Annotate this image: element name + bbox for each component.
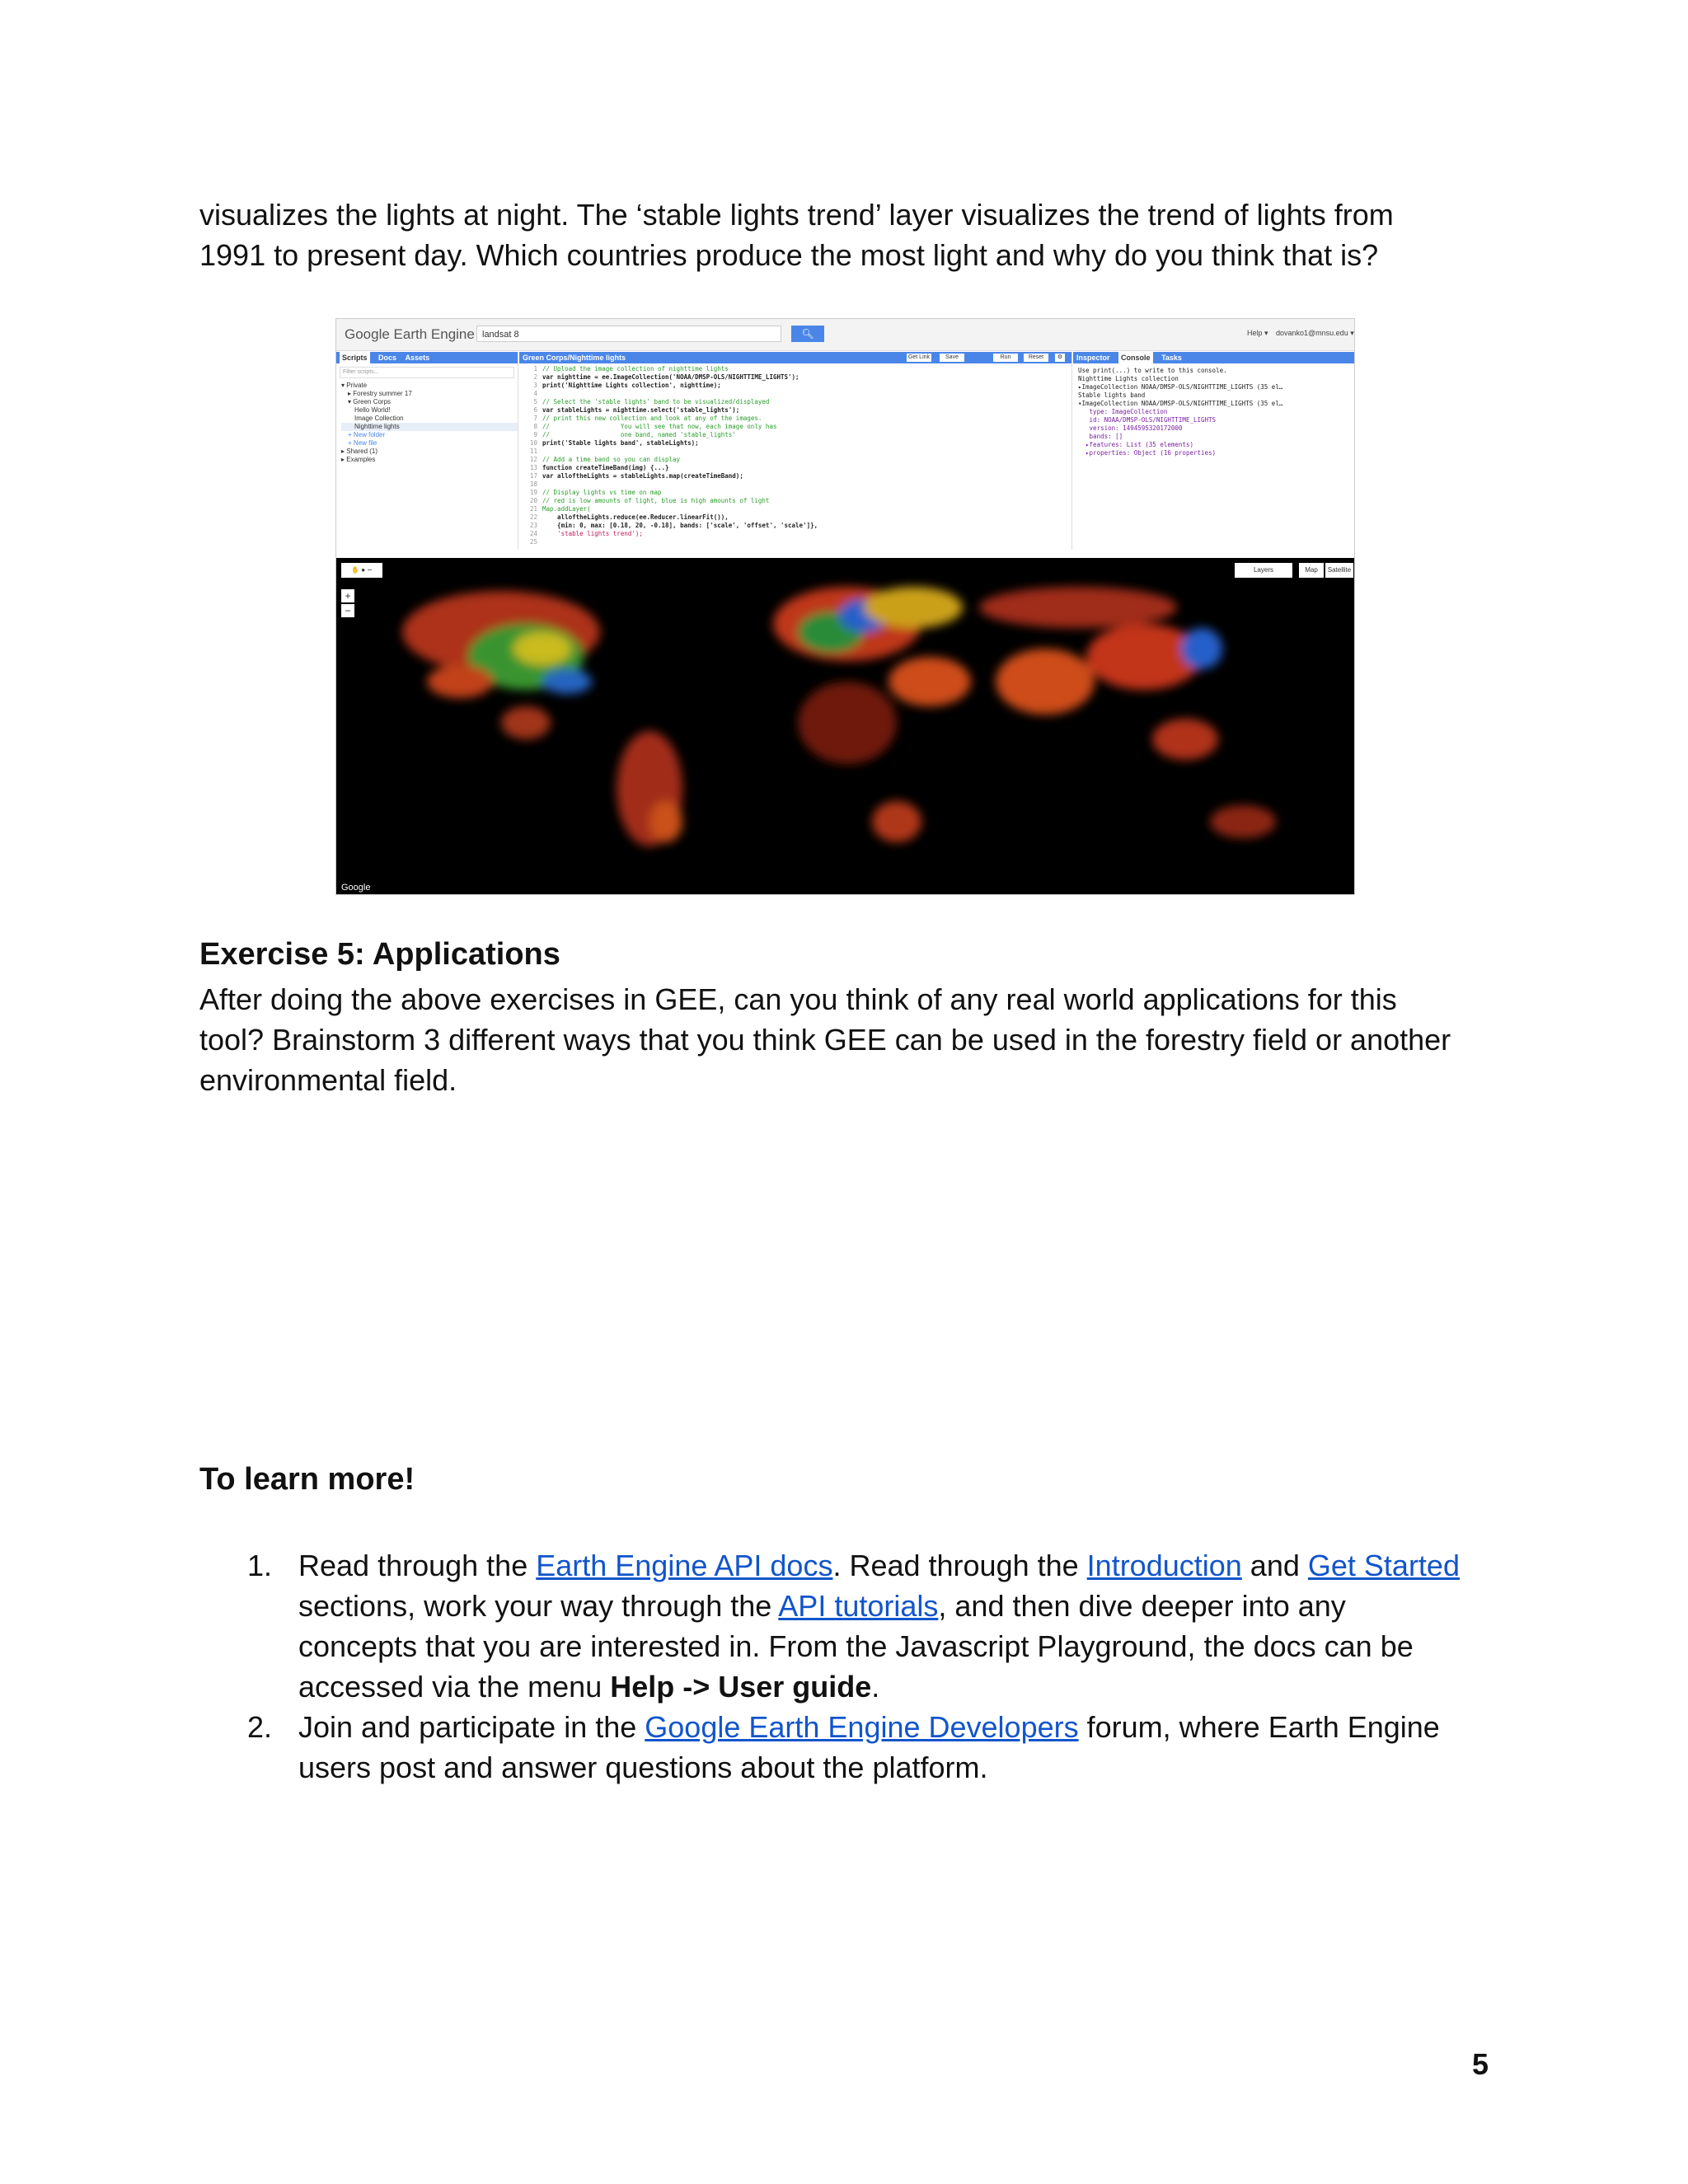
code-line (519, 522, 1071, 530)
line-number: 17 (529, 472, 537, 480)
save-button[interactable]: Save (940, 354, 964, 362)
scripts-panel (336, 352, 518, 550)
list-item-text: . (871, 1670, 880, 1704)
list-item-1-line-1 (298, 1545, 1518, 1586)
code-text: var alloftheLights = stableLights.map(createTimeBand); (542, 472, 743, 480)
gee-logo (345, 326, 475, 343)
list-item-1-line-2 (298, 1586, 1518, 1626)
code-text: // Select the 'stable lights' band to be visualized/displayed (542, 398, 770, 405)
code-text: {min: 0, max: [0.18, 20, -0.18], bands: ['scale', 'offset', 'scale']}, (542, 522, 818, 529)
code-text: // print this new collection and look at any of the images. (542, 415, 762, 422)
line-number: 7 (533, 415, 537, 422)
line-number: 8 (533, 423, 537, 430)
script-tree-item[interactable]: ▾ Green Corps (348, 398, 392, 405)
map-type-map-button[interactable]: Map (1299, 563, 1324, 578)
code-line (519, 497, 1071, 505)
google-watermark: Google (341, 883, 371, 893)
code-line (519, 431, 1071, 439)
gee-top-bar (336, 319, 1354, 351)
introduction-link[interactable]: Introduction (1086, 1549, 1242, 1582)
list-item-text: Read through the (298, 1549, 537, 1582)
line-number: 11 (529, 448, 537, 455)
code-text: // You will see that now, each image only has (542, 423, 777, 430)
exercise-5-line-2: tool? Brainstorm 3 different ways that you think GEE can be used in the forestry field or another (199, 1023, 1451, 1057)
code-text: print('Stable lights band', stableLights); (542, 439, 699, 447)
line-number: 20 (529, 497, 537, 504)
code-file-title: Green Corps/Nighttime lights (523, 354, 626, 362)
api-tutorials-link[interactable]: API tutorials (778, 1589, 939, 1623)
gear-icon[interactable]: ⚙ (1055, 354, 1065, 362)
exercise-5-heading: Exercise 5: Applications (199, 937, 560, 972)
script-tree (336, 382, 518, 464)
list-item-text: forum, where Earth Engine (1078, 1710, 1440, 1744)
help-user-guide-menu-path: Help -> User guide (610, 1670, 872, 1704)
code-line (519, 472, 1071, 480)
line-number: 1 (533, 365, 537, 373)
code-text: var nighttime = ee.ImageCollection('NOAA/DMSP-OLS/NIGHTTIME_LIGHTS'); (542, 373, 799, 381)
line-number: 21 (529, 505, 537, 513)
line-number: 3 (533, 382, 537, 389)
list-item-2-line-2: users post and answer questions about the platform. (298, 1750, 988, 1784)
code-text: // Upload the image collection of nighttime lights (542, 365, 729, 373)
tab-assets[interactable]: Assets (405, 354, 430, 362)
code-line (519, 415, 1071, 423)
code-text: Map.addLayer( (542, 505, 591, 513)
zoom-out-button[interactable]: − (341, 604, 354, 617)
code-editor-header (519, 352, 1071, 363)
script-tree-item[interactable]: Image Collection (354, 415, 404, 422)
line-number: 24 (529, 530, 537, 537)
exercise-5-line-3: environmental field. (199, 1063, 457, 1097)
gee-developers-forum-link[interactable]: Google Earth Engine Developers (645, 1710, 1079, 1744)
console-line: ▾ImageCollection NOAA/DMSP-OLS/NIGHTTIME_LIGHTS (35 el… (1078, 400, 1283, 407)
console-line: Nighttime Lights collection (1078, 375, 1179, 382)
console-line: type: ImageCollection (1078, 408, 1168, 415)
code-editor-panel (519, 352, 1072, 550)
learn-more-heading: To learn more! (199, 1462, 415, 1497)
code-text: alloftheLights.reduce(ee.Reducer.linearFit()), (542, 513, 729, 521)
help-menu-button[interactable]: Help ▾ (1247, 329, 1268, 337)
line-number: 18 (529, 480, 537, 488)
gee-search-input[interactable]: landsat 8 (476, 326, 781, 342)
tab-inspector[interactable]: Inspector (1076, 354, 1110, 362)
code-line (519, 398, 1071, 406)
tab-tasks[interactable]: Tasks (1161, 354, 1182, 362)
code-text: // one band, named 'stable_lights' (542, 431, 736, 438)
console-line: Use print(...) to write to this console. (1078, 367, 1227, 374)
search-icon[interactable]: 🔍︎ (791, 326, 824, 342)
code-line (519, 464, 1071, 472)
list-number-1: 1. (247, 1549, 273, 1582)
code-text: function createTimeBand(img) {...} (542, 464, 669, 471)
list-item-text: . Read through the (832, 1549, 1087, 1582)
line-number: 6 (533, 406, 537, 414)
line-number: 23 (529, 522, 537, 529)
console-panel (1073, 352, 1355, 550)
code-line (519, 382, 1071, 390)
code-text: var stableLights = nighttime.select('stable_lights'); (542, 406, 740, 414)
code-text: 'stable lights trend'); (542, 530, 643, 537)
console-line: id: NOAA/DMSP-OLS/NIGHTTIME_LIGHTS (1078, 416, 1217, 424)
exercise-5-line-1: After doing the above exercises in GEE, can you think of any real world applications for this (199, 982, 1397, 1016)
earth-engine-api-docs-link[interactable]: Earth Engine API docs (536, 1549, 833, 1582)
scripts-panel-tabs (336, 352, 518, 363)
console-line: ▸features: List (35 elements) (1078, 441, 1193, 448)
code-text: // red is low amounts of light, blue is high amounts of light (542, 497, 770, 504)
line-number: 4 (533, 390, 537, 397)
list-item-text: , and then dive deeper into any (938, 1589, 1346, 1623)
run-button[interactable]: Run (993, 354, 1018, 362)
script-tree-item[interactable]: ▸ Forestry summer 17 (348, 390, 412, 397)
filter-scripts-input[interactable]: Filter scripts... (340, 367, 514, 378)
code-line (519, 480, 1071, 489)
line-number: 22 (529, 513, 537, 521)
line-number: 9 (533, 431, 537, 438)
script-tree-item[interactable]: ▸ Shared (1) (341, 448, 378, 455)
list-item-text: sections, work your way through the (298, 1589, 779, 1623)
line-number: 13 (529, 464, 537, 471)
tab-scripts[interactable]: Scripts (340, 352, 370, 363)
list-item-text: Join and participate in the (298, 1710, 645, 1744)
code-line (519, 448, 1071, 456)
map-drawing-tools[interactable]: ✋ ● ∽ (341, 563, 382, 578)
line-number: 19 (529, 489, 537, 496)
code-line (519, 538, 1071, 546)
line-number: 2 (533, 373, 537, 381)
code-line (519, 505, 1071, 513)
gee-screenshot-figure (335, 318, 1355, 895)
console-line: Stable lights band (1078, 391, 1146, 399)
console-line: ▸ImageCollection NOAA/DMSP-OLS/NIGHTTIME_LIGHTS (35 el… (1078, 383, 1283, 391)
intro-line-2: 1991 to present day. Which countries produce the most light and why do you think that is? (199, 238, 1379, 272)
script-tree-item[interactable]: ▾ Private (341, 382, 368, 389)
tab-docs[interactable]: Docs (378, 354, 397, 362)
code-line (519, 513, 1071, 522)
list-item-2-line-1 (298, 1707, 1518, 1747)
code-lines[interactable] (519, 365, 1071, 546)
code-line (519, 423, 1071, 431)
code-line (519, 456, 1071, 464)
line-number: 12 (529, 456, 537, 463)
list-number-2: 2. (247, 1710, 273, 1744)
script-tree-item[interactable]: Nighttime lights (341, 423, 518, 431)
code-line (519, 390, 1071, 398)
code-line (519, 365, 1071, 373)
line-number: 25 (529, 538, 537, 546)
code-line (519, 530, 1071, 538)
script-tree-item[interactable]: ▸ Examples (341, 456, 376, 463)
code-line (519, 439, 1071, 448)
user-account-button[interactable]: dovanko1@mnsu.edu ▾ (1276, 329, 1354, 337)
console-line: bands: [] (1078, 433, 1123, 440)
console-line: ▸properties: Object (16 properties) (1078, 449, 1217, 457)
script-tree-item[interactable]: + New file (348, 439, 377, 447)
code-text: print('Nighttime Lights collection', nighttime); (542, 382, 721, 389)
page-number: 5 (1472, 2047, 1489, 2081)
gee-logo-text: Google Earth Engine (345, 326, 475, 342)
get-started-link[interactable]: Get Started (1307, 1549, 1460, 1582)
code-line (519, 489, 1071, 497)
line-number: 10 (529, 439, 537, 447)
intro-line-1: visualizes the lights at night. The ‘stable lights trend’ layer visualizes the trend of lights from (199, 198, 1394, 232)
list-item-text: accessed via the menu (298, 1670, 611, 1704)
console-panel-tabs (1073, 352, 1355, 363)
get-link-button[interactable]: Get Link (907, 354, 931, 360)
night-lights-image (336, 558, 1355, 895)
map-type-satellite-button[interactable]: Satellite (1325, 563, 1353, 578)
code-text: // Display lights vs time on map (542, 489, 662, 496)
console-line: version: 1494595320172000 (1078, 424, 1183, 432)
line-number: 5 (533, 398, 537, 405)
list-item-1-line-3: concepts that you are interested in. From the Javascript Playground, the docs can be (298, 1629, 1414, 1663)
code-line (519, 373, 1071, 382)
reset-button[interactable]: Reset (1024, 354, 1048, 362)
nighttime-lights-map[interactable] (336, 558, 1355, 895)
console-output (1078, 367, 1355, 457)
code-line (519, 406, 1071, 415)
list-item-1-line-4 (298, 1666, 1518, 1707)
zoom-in-button[interactable]: + (341, 589, 354, 602)
script-tree-item[interactable]: + New folder (348, 431, 386, 438)
layers-button[interactable]: Layers (1235, 563, 1292, 578)
tab-console[interactable]: Console (1118, 352, 1153, 363)
list-item-text: and (1241, 1549, 1308, 1582)
code-text: // Add a time band so you can display (542, 456, 681, 463)
script-tree-item[interactable]: Hello World! (354, 406, 391, 414)
